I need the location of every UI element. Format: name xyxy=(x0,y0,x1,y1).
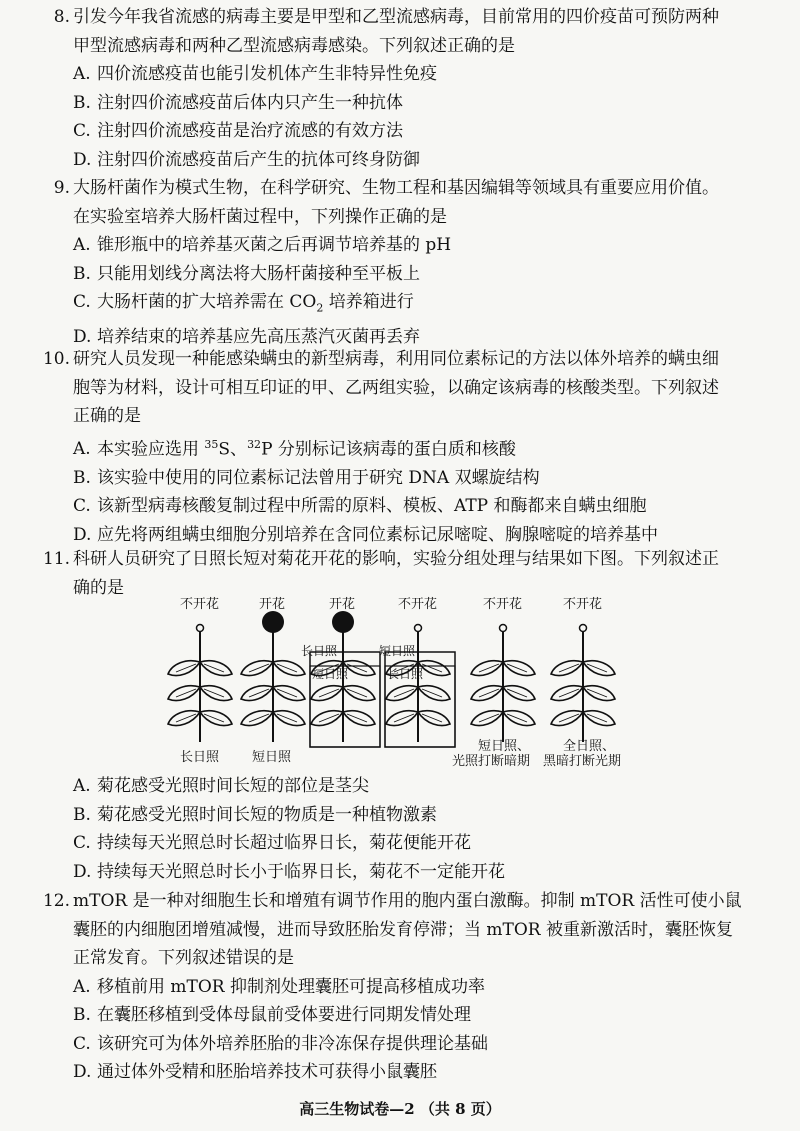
option-a: A. 四价流感疫苗也能引发机体产生非特异性免疫 xyxy=(73,64,437,84)
flower-icon xyxy=(332,611,354,633)
plant-1 xyxy=(168,625,232,743)
plant-label-top: 不开花 xyxy=(483,597,523,612)
question-number: 9. xyxy=(53,178,70,198)
plant-4 xyxy=(385,625,455,748)
option-d: D. 应先将两组螨虫细胞分别培养在含同位素标记尿嘧啶、胸腺嘧啶的培养基中 xyxy=(73,524,658,545)
plant-6 xyxy=(551,625,615,743)
option-b: B. 只能用划线分离法将大肠杆菌接种至平板上 xyxy=(73,263,420,284)
stem-line: 大肠杆菌作为模式生物，在科学研究、生物工程和基因编辑等领域具有重要应用价值。 xyxy=(73,178,719,198)
plant-label-top: 开花 xyxy=(259,597,286,612)
stem-line: 胞等为材料，设计可相互印证的甲、乙两组实验，以确定该病毒的核酸类型。下列叙述 xyxy=(73,377,719,398)
option-c: C. 注射四价流感疫苗是治疗流感的有效方法 xyxy=(73,121,403,141)
option-c: C. 持续每天光照总时长超过临界日长，菊花便能开花 xyxy=(73,833,471,853)
stem-line: 正常发育。下列叙述错误的是 xyxy=(73,948,294,968)
question-10 xyxy=(40,345,770,549)
stem-line: 正确的是 xyxy=(73,406,141,426)
chrysanthemum-figure xyxy=(160,592,640,770)
option-a: A. 移植前用 mTOR 抑制剂处理囊胚可提高移植成功率 xyxy=(73,976,486,997)
plant-5 xyxy=(471,625,535,743)
question-stem xyxy=(40,345,770,431)
option-a: A. 菊花感受光照时间长短的部位是茎尖 xyxy=(73,776,369,796)
plant-label-bottom: 长日照 xyxy=(180,750,220,765)
question-number: 11. xyxy=(42,549,70,569)
option-b: B. 在囊胚移植到受体母鼠前受体要进行同期发情处理 xyxy=(73,1005,471,1025)
flower-icon xyxy=(262,611,284,633)
plant-label-bottom: 黑暗打断光期 xyxy=(543,754,622,769)
option-a: A. 锥形瓶中的培养基灭菌之后再调节培养基的 pH xyxy=(73,235,452,255)
plant-label-top: 不开花 xyxy=(563,597,603,612)
plant-label-top: 不开花 xyxy=(180,597,220,612)
plant-label-bottom: 短日照、 xyxy=(478,739,531,754)
option-d: D. 持续每天光照总时长小于临界日长，菊花不一定能开花 xyxy=(73,861,505,882)
question-12 xyxy=(40,887,770,1087)
stem-line: 研究人员发现一种能感染螨虫的新型病毒，利用同位素标记的方法以体外培养的螨虫细 xyxy=(73,349,719,369)
plant-label-bottom: 短日照 xyxy=(252,750,292,765)
page-footer: 高三生物试卷—2 （共 8 页） xyxy=(299,1100,501,1118)
question-stem xyxy=(40,174,770,231)
stem-line: mTOR 是一种对细胞生长和增殖有调节作用的胞内蛋白激酶。抑制 mTOR 活性可使小鼠 xyxy=(73,891,742,911)
box-label: 短日照 xyxy=(312,667,349,681)
option-d: D. 培养结束的培养基应先高压蒸汽灭菌再丢弃 xyxy=(73,326,420,347)
plant-label-top: 不开花 xyxy=(398,597,438,612)
stem-line: 引发今年我省流感的病毒主要是甲型和乙型流感病毒，目前常用的四价疫苗可预防两种 xyxy=(73,7,719,27)
option-c: C. 大肠杆菌的扩大培养需在 $CO_2$ 培养箱进行 xyxy=(73,292,414,315)
option-d: D. 注射四价流感疫苗后产生的抗体可终身防御 xyxy=(73,149,420,170)
question-8 xyxy=(40,3,770,174)
stem-line: 囊胚的内细胞团增殖减慢，进而导致胚胎发育停滞；当 mTOR 被重新激活时，囊胚恢复 xyxy=(73,919,734,940)
question-number: 8. xyxy=(53,7,70,27)
question-9 xyxy=(40,174,770,351)
option-c: C. 该研究可为体外培养胚胎的非冷冻保存提供理论基础 xyxy=(73,1033,488,1054)
stem-line: 科研人员研究了日照长短对菊花开花的影响，实验分组处理与结果如下图。下列叙述正 xyxy=(73,549,719,569)
option-b: B. 菊花感受光照时间长短的物质是一种植物激素 xyxy=(73,804,437,825)
question-stem xyxy=(40,887,770,973)
question-number: 12. xyxy=(42,891,70,911)
stem-line: 在实验室培养大肠杆菌过程中，下列操作正确的是 xyxy=(73,206,447,227)
option-d: D. 通过体外受精和胚胎培养技术可获得小鼠囊胚 xyxy=(73,1062,437,1082)
box-label: 长日照 xyxy=(387,667,424,681)
box-label: 长日照 xyxy=(301,644,338,658)
plant-2 xyxy=(241,611,305,742)
question-11-options xyxy=(40,772,770,886)
plant-label-bottom: 光照打断暗期 xyxy=(452,754,531,769)
option-b: B. 该实验中使用的同位素标记法曾用于研究 DNA 双螺旋结构 xyxy=(73,467,540,488)
option-a: A. 本实验应选用 $^{35}$S、$^{32}$P 分别标记该病毒的蛋白质和核酸 xyxy=(73,437,516,460)
stem-line: 甲型流感病毒和两种乙型流感病毒感染。下列叙述正确的是 xyxy=(73,35,515,56)
question-number: 10. xyxy=(42,349,70,369)
question-stem xyxy=(40,3,770,60)
plant-label-bottom: 全日照、 xyxy=(563,739,616,754)
stem-line: 确的是 xyxy=(73,577,124,598)
plant-label-top: 开花 xyxy=(329,597,356,612)
box-label: 短日照 xyxy=(379,644,416,658)
option-b: B. 注射四价流感疫苗后体内只产生一种抗体 xyxy=(73,92,403,113)
option-c: C. 该新型病毒核酸复制过程中所需的原料、模板、ATP 和酶都来自螨虫细胞 xyxy=(73,496,647,517)
